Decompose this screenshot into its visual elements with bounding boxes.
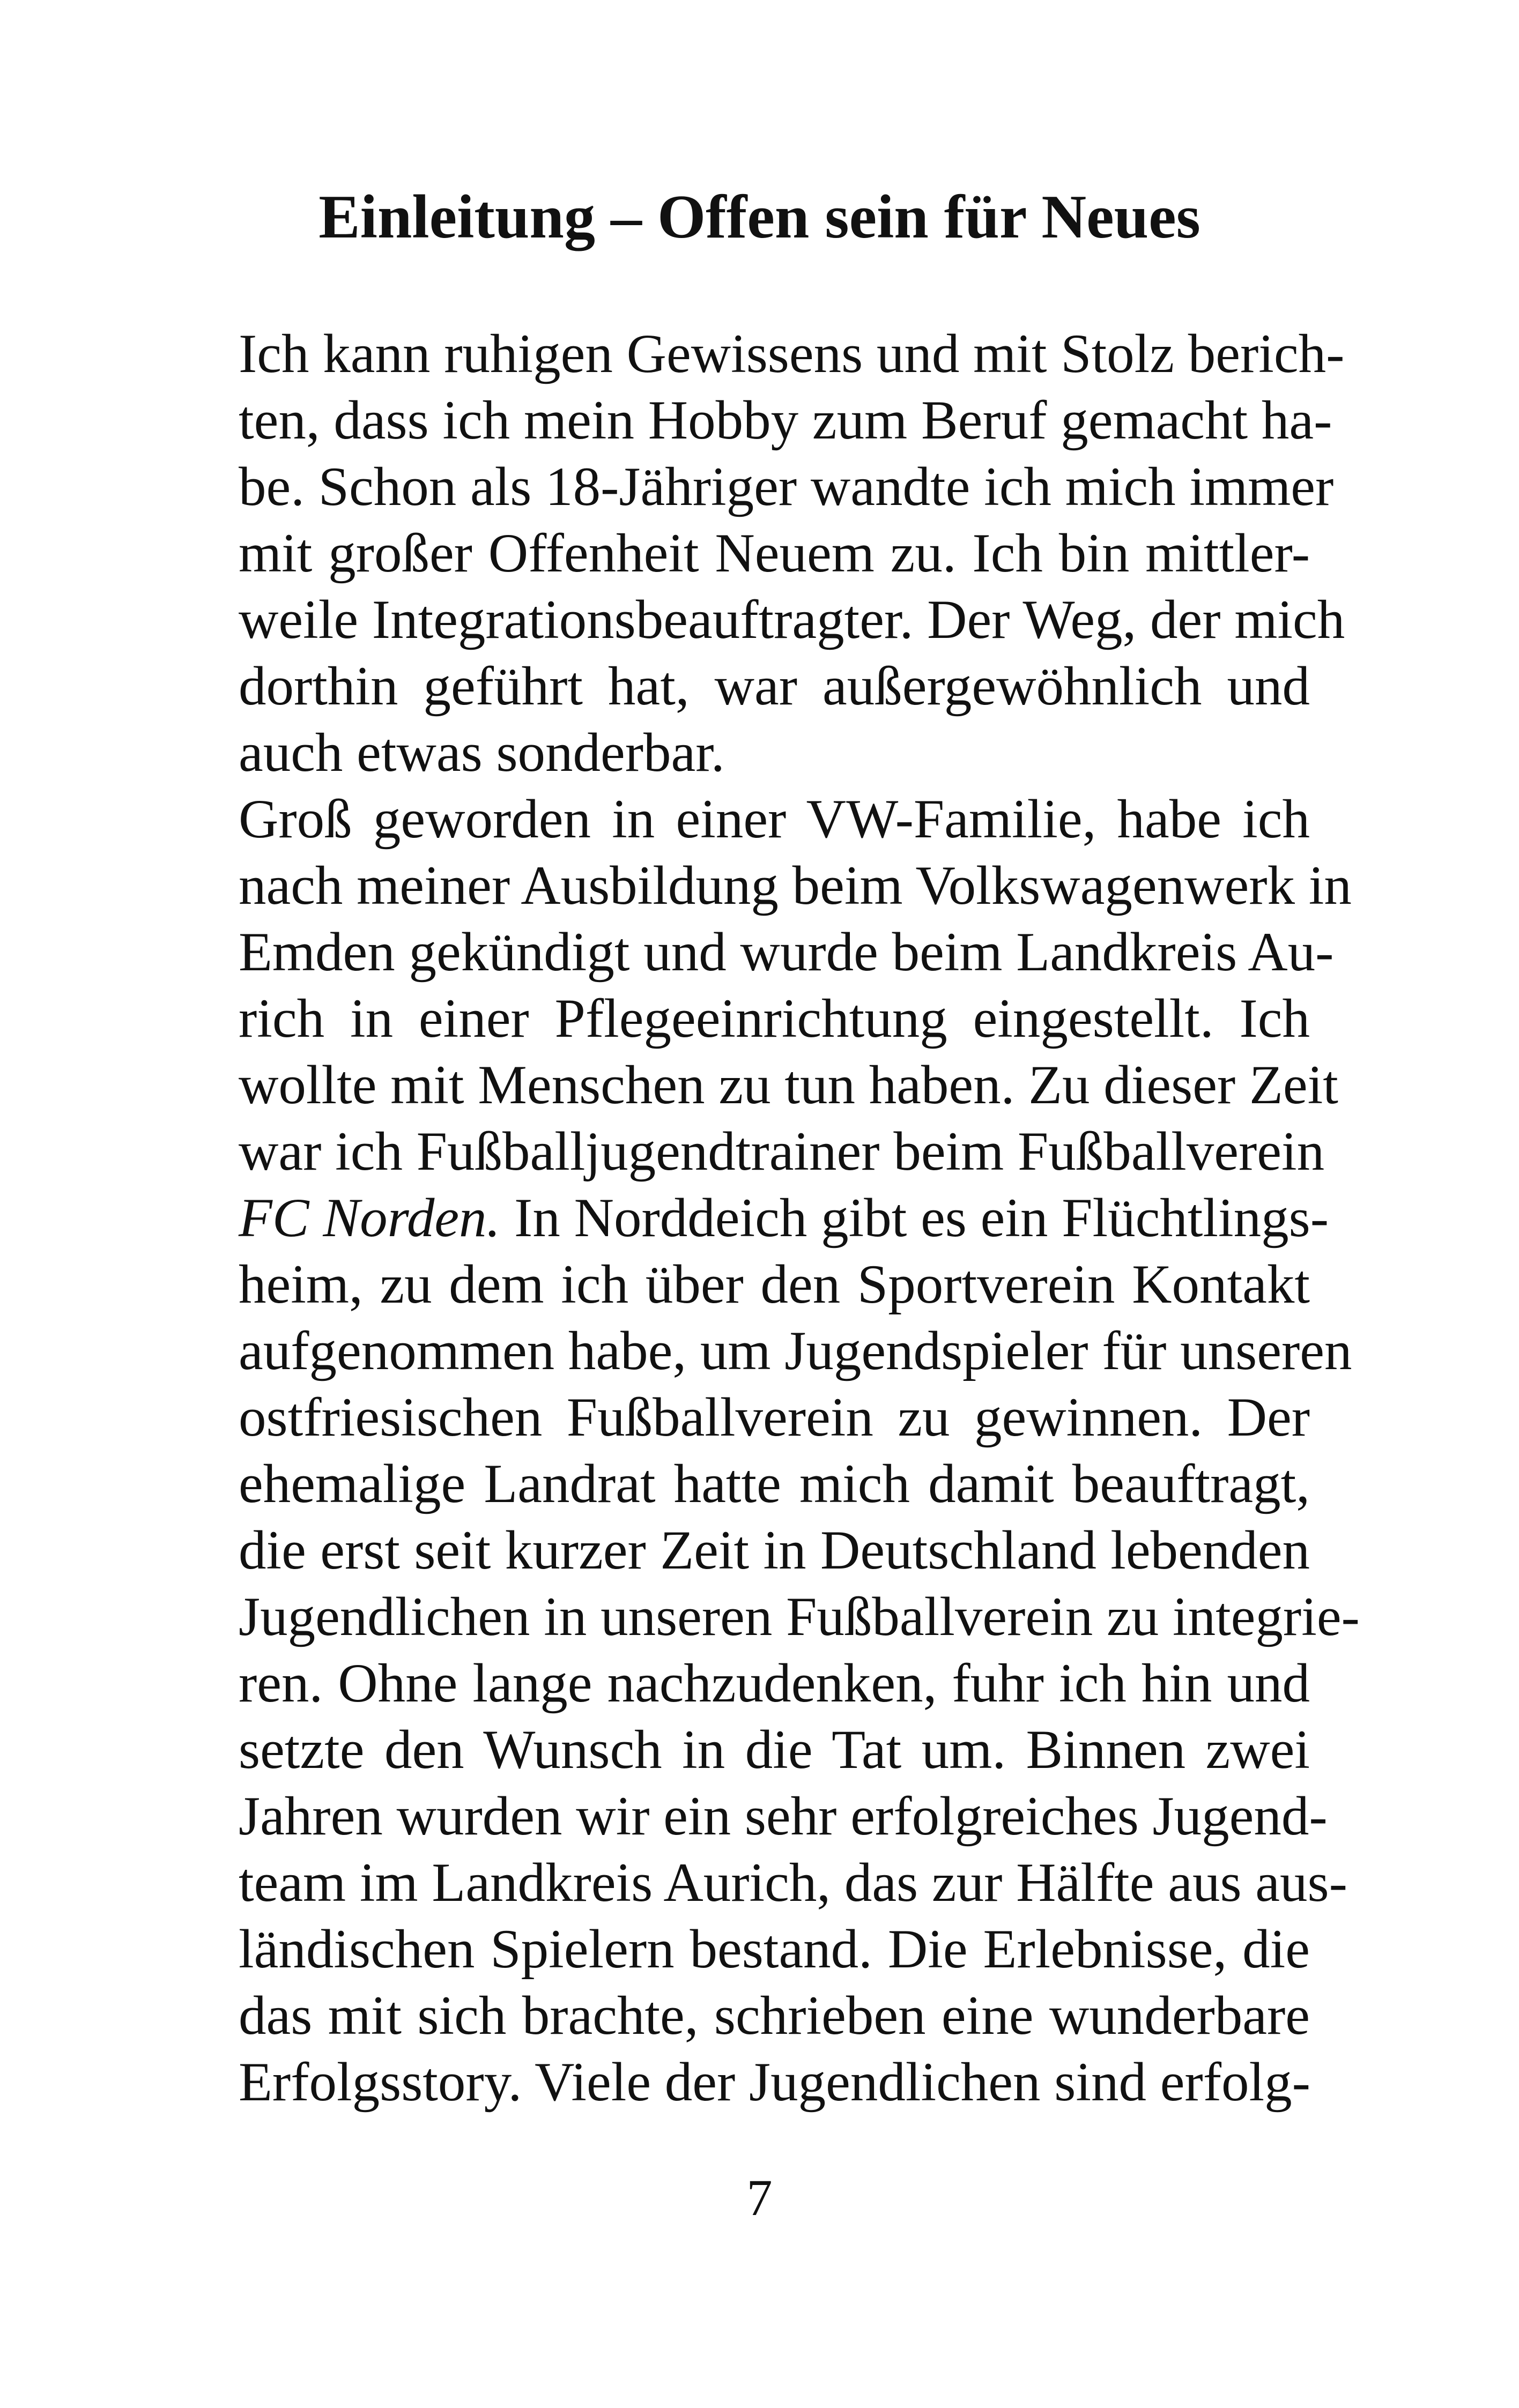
text-line: dorthin geführt hat, war außergewöhnlich und [239, 656, 1310, 717]
text-line: Jugendlichen in unseren Fußballverein zu integrie- [239, 1586, 1360, 1647]
text-line: rich in einer Pflegeeinrichtung eingestellt. Ich [239, 988, 1310, 1049]
text-line: ren. Ohne lange nachzudenken, fuhr ich hin und [239, 1653, 1310, 1714]
text-line: ländischen Spielern bestand. Die Erlebnisse, die [239, 1919, 1310, 1980]
text-line: mit großer Offenheit Neuem zu. Ich bin mittler- [239, 523, 1310, 584]
text-line: ostfriesischen Fußballverein zu gewinnen. Der [239, 1387, 1310, 1448]
page-number: 7 [746, 2169, 773, 2226]
text-line: Jahren wurden wir ein sehr erfolgreiches Jugend- [239, 1786, 1328, 1847]
text-line: war ich Fußballjugendtrainer beim Fußballverein [239, 1121, 1325, 1182]
text-line: aufgenommen habe, um Jugendspieler für unseren [239, 1320, 1352, 1381]
text-line: team im Landkreis Aurich, das zur Hälfte aus aus- [239, 1852, 1347, 1913]
text-line: ehemalige Landrat hatte mich damit beauftragt, [239, 1453, 1310, 1514]
text-line: weile Integrationsbeauftragter. Der Weg, der mich [239, 589, 1345, 650]
text-line: das mit sich brachte, schrieben eine wunderbare [239, 1985, 1310, 2046]
text-line: Erfolgsstory. Viele der Jugendlichen sind erfolg- [239, 2052, 1310, 2113]
text-line: setzte den Wunsch in die Tat um. Binnen zwei [239, 1719, 1310, 1780]
text-line: heim, zu dem ich über den Sportverein Kontakt [239, 1254, 1310, 1315]
text-line: nach meiner Ausbildung beim Volkswagenwerk in [239, 855, 1352, 916]
body-text [239, 321, 1360, 2115]
text-line: die erst seit kurzer Zeit in Deutschland lebenden [239, 1520, 1310, 1581]
club-name-italic: FC Norden. [239, 1187, 501, 1248]
text-line: ten, dass ich mein Hobby zum Beruf gemacht ha- [239, 390, 1332, 451]
text-line: wollte mit Menschen zu tun haben. Zu dieser Zeit [239, 1054, 1338, 1116]
chapter-heading: Einleitung – Offen sein für Neues [318, 183, 1201, 251]
text-line: Groß geworden in einer VW-Familie, habe ich [239, 789, 1310, 850]
text-line: be. Schon als 18-Jähriger wandte ich mich immer [239, 456, 1334, 517]
text-line: FC Norden. In Norddeich gibt es ein Flüchtlings- [239, 1187, 1329, 1248]
text-line: auch etwas sonderbar. [239, 722, 725, 783]
text-line: Ich kann ruhigen Gewissens und mit Stolz berich- [239, 323, 1345, 384]
text-line: Emden gekündigt und wurde beim Landkreis Au- [239, 921, 1334, 983]
